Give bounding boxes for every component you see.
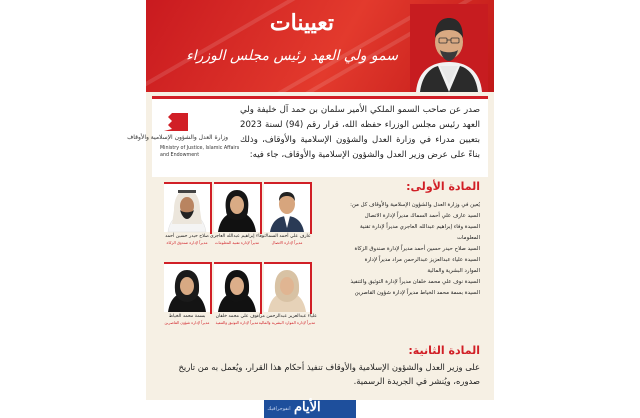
person-name: نوف علي محمد خلفان <box>215 314 259 319</box>
crown-prince-portrait <box>410 4 488 92</box>
person-photo <box>264 184 310 232</box>
header-banner <box>146 0 494 92</box>
article-one-line: السيدة بسمة محمد الخياط مديراً لإدارة شؤون القاصرين <box>354 290 480 296</box>
logo-subtext: انفوجرافيك <box>267 406 291 412</box>
person-photo <box>264 264 310 312</box>
article-two-section <box>152 342 488 400</box>
person-photo <box>214 264 260 312</box>
ministry-name-en-2: and Endowment <box>160 153 200 158</box>
article-one-line: السيد صلاح حيدر حسين أحمد مديراً لإدارة صندوق الزكاة <box>354 246 480 252</box>
ministry-name-en-1: Ministry of Justice, Islamic Affairs <box>160 146 240 151</box>
person-name: بسمة محمد الخياط <box>168 314 206 319</box>
article-one-body <box>350 200 480 299</box>
person-photo <box>164 264 210 312</box>
person-photo <box>164 184 210 232</box>
person-role: مديراً لإدارة التوثيق والتنفيذ <box>215 320 259 325</box>
person-name: علياء عبدالعزيز عبدالرحمن مراد <box>256 314 317 319</box>
footer <box>146 400 494 418</box>
article-one-line: السيدة علياء عبدالعزيز عبدالرحمن مراد مديراً لإدارة الموارد البشرية والمالية <box>364 257 480 274</box>
person-role: مديراً لإدارة الاتصال <box>271 240 303 245</box>
person-name: صلاح حيدر حسين أحمد <box>165 234 209 239</box>
page-subtitle: سمو ولي العهد رئيس مجلس الوزراء <box>186 48 398 64</box>
article-one-line: السيدة نوف علي محمد خلفان مديراً لإدارة التوثيق والتنفيذ <box>350 279 480 285</box>
alayam-logo <box>264 400 356 418</box>
article-two-heading: المادة الثانية: <box>408 344 480 357</box>
intro-box <box>127 96 488 177</box>
person-role: مديراً لإدارة الموارد البشرية والمالية <box>258 320 316 325</box>
intro-text: صدر عن صاحب السمو الملكي الأمير سلمان بن حمد آل خليفة ولي العهد رئيس مجلس الوزراء حفظه الله، قرار رقم (94) لسنة 2023 بتعيين مدراء في وزارة العدل والشؤون الإسلامية والأوقاف، وذلك بناءً على عرض وزير العدل والشؤون الإسلامية والأوقاف، جاء فيه: <box>240 105 480 160</box>
person-name: وفاء إبراهيم عبدالله العاجري <box>209 234 265 239</box>
article-one-heading: المادة الأولى: <box>406 180 480 193</box>
infographic-poster <box>127 0 494 418</box>
person-role: مديراً لإدارة تقنية المعلومات <box>214 240 260 245</box>
article-two-body: على وزير العدل والشؤون الإسلامية والأوقاف تنفيذ أحكام هذا القرار، ويُعمل به من تاريخ صدوره، ويُنشر في الجريدة الرسمية. <box>178 362 480 386</box>
ministry-emblem <box>127 109 240 169</box>
person-role: مديراً لإدارة شؤون القاصرين <box>164 320 210 325</box>
page-title: تعيينات <box>269 10 334 36</box>
person-role: مديراً لإدارة صندوق الزكاة <box>166 240 208 245</box>
article-one-line: السيدة وفاء إبراهيم عبدالله العاجري مديراً لإدارة تقنية المعلومات <box>360 224 480 241</box>
logo-text: الأيام <box>294 400 321 415</box>
article-one-line: يُعين في وزارة العدل والشؤون الإسلامية والأوقاف كل من: <box>350 202 480 208</box>
ministry-name-ar: وزارة العدل والشؤون الإسلامية والأوقاف <box>127 134 228 141</box>
article-one-line: السيد عارف علي أحمد السماك مديراً لإدارة الاتصال <box>364 213 480 219</box>
article-one-section <box>152 176 488 344</box>
person-name: عارف علي أحمد السماك <box>263 234 311 239</box>
person-photo <box>214 184 260 232</box>
